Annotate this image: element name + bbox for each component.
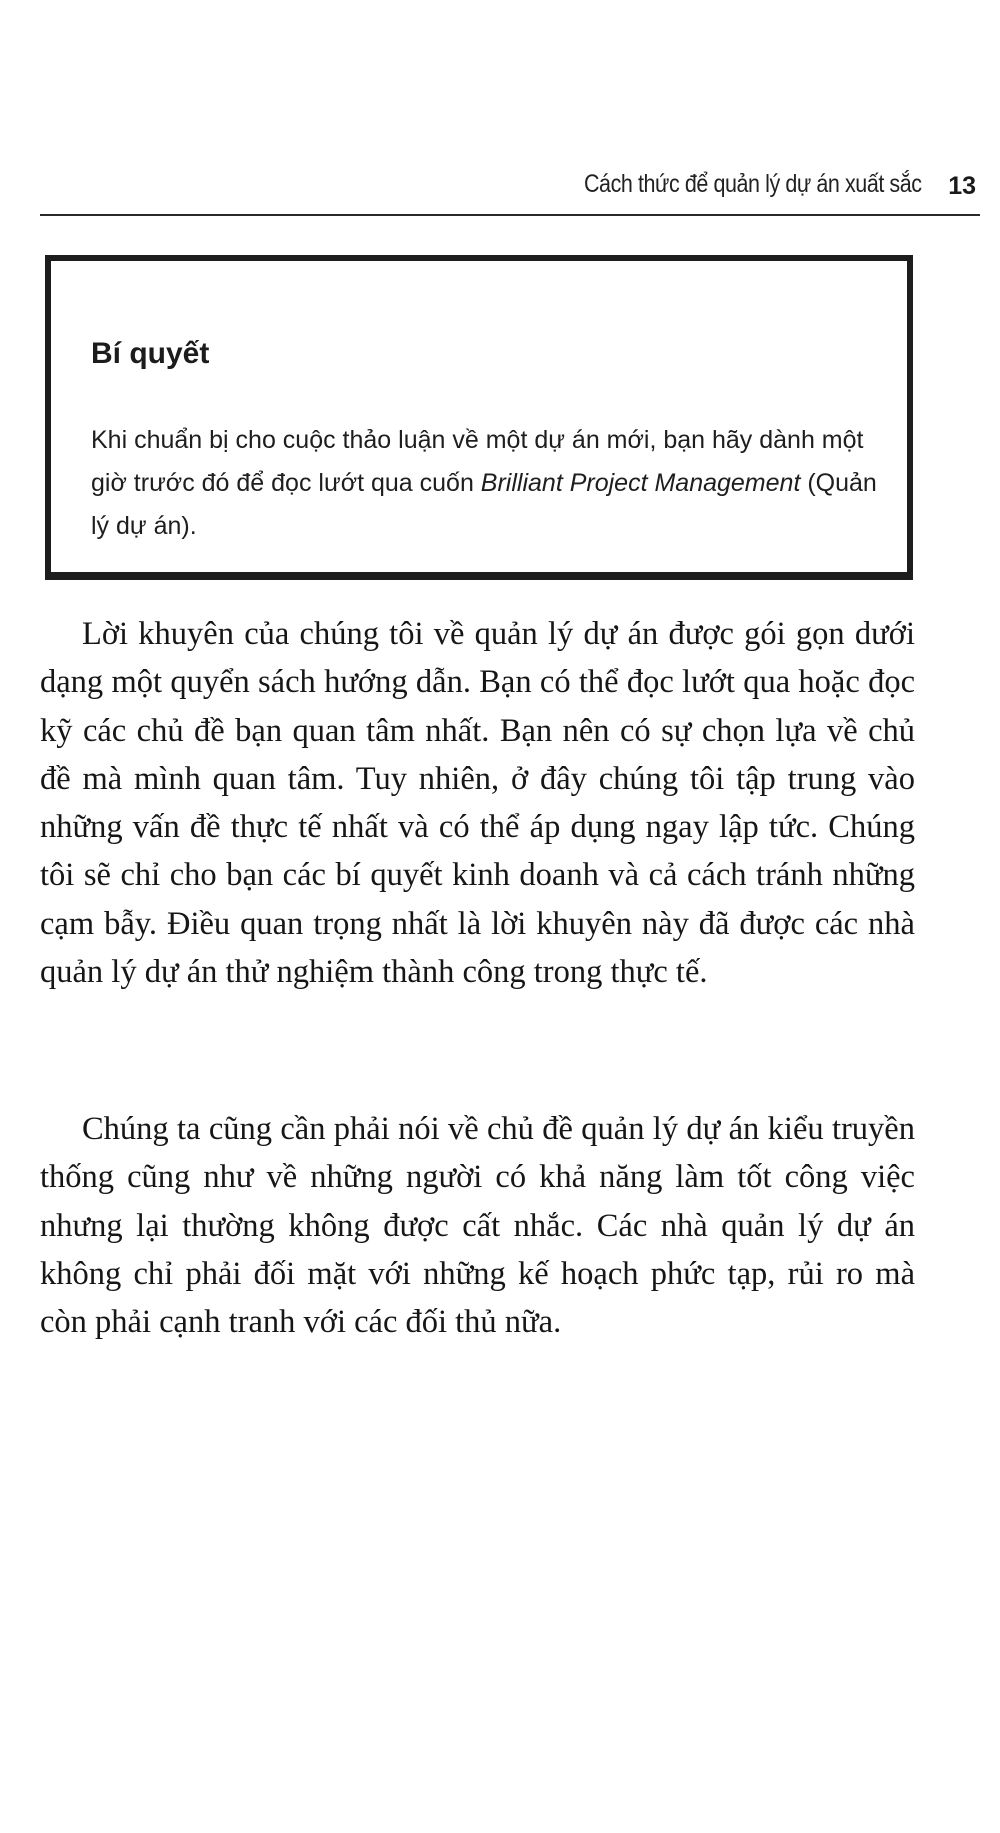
page-number: 13 [948, 172, 976, 200]
tip-heading: Bí quyết [91, 337, 210, 370]
body-paragraph: Chúng ta cũng cần phải nói về chủ đề quản lý dự án kiểu truyền thống cũng như về những người có khả năng làm tốt công việc nhưng lại thường không được cất nhắc. Các nhà quản lý dự án không chỉ phải đối mặt với những kế hoạch phức tạp, rủi ro mà còn phải cạnh tranh với các đối thủ nữa. [40, 1111, 915, 1341]
body-paragraph: Lời khuyên của chúng tôi về quản lý dự án được gói gọn dưới dạng một quyển sách hướng dẫn. Bạn có thể đọc lướt qua hoặc đọc kỹ các chủ đề bạn quan tâm nhất. Bạn nên có sự chọn lựa về chủ đề mà mình quan tâm. Tuy nhiên, ở đây chúng tôi tập trung vào những vấn đề thực tế nhất và có thể áp dụng ngay lập tức. Chúng tôi sẽ chỉ cho bạn các bí quyết kinh doanh và cả cách tránh những cạm bẫy. Điều quan trọng nhất là lời khuyên này đã được các nhà quản lý dự án thử nghiệm thành công trong thực tế. [40, 616, 915, 991]
tip-box [45, 255, 913, 580]
book-title: Brilliant Project Management [480, 469, 801, 497]
running-header [40, 168, 980, 216]
tip-body [91, 419, 891, 548]
book-title-translation: (Quản lý dự án). [91, 469, 877, 540]
chapter-title: Cách thức để quản lý dự án xuất sắc [584, 170, 922, 198]
tip-body-text: Khi chuẩn bị cho cuộc thảo luận về một dự án mới, bạn hãy dành một giờ trước đó để đọc lướt qua cuốn [91, 426, 864, 497]
